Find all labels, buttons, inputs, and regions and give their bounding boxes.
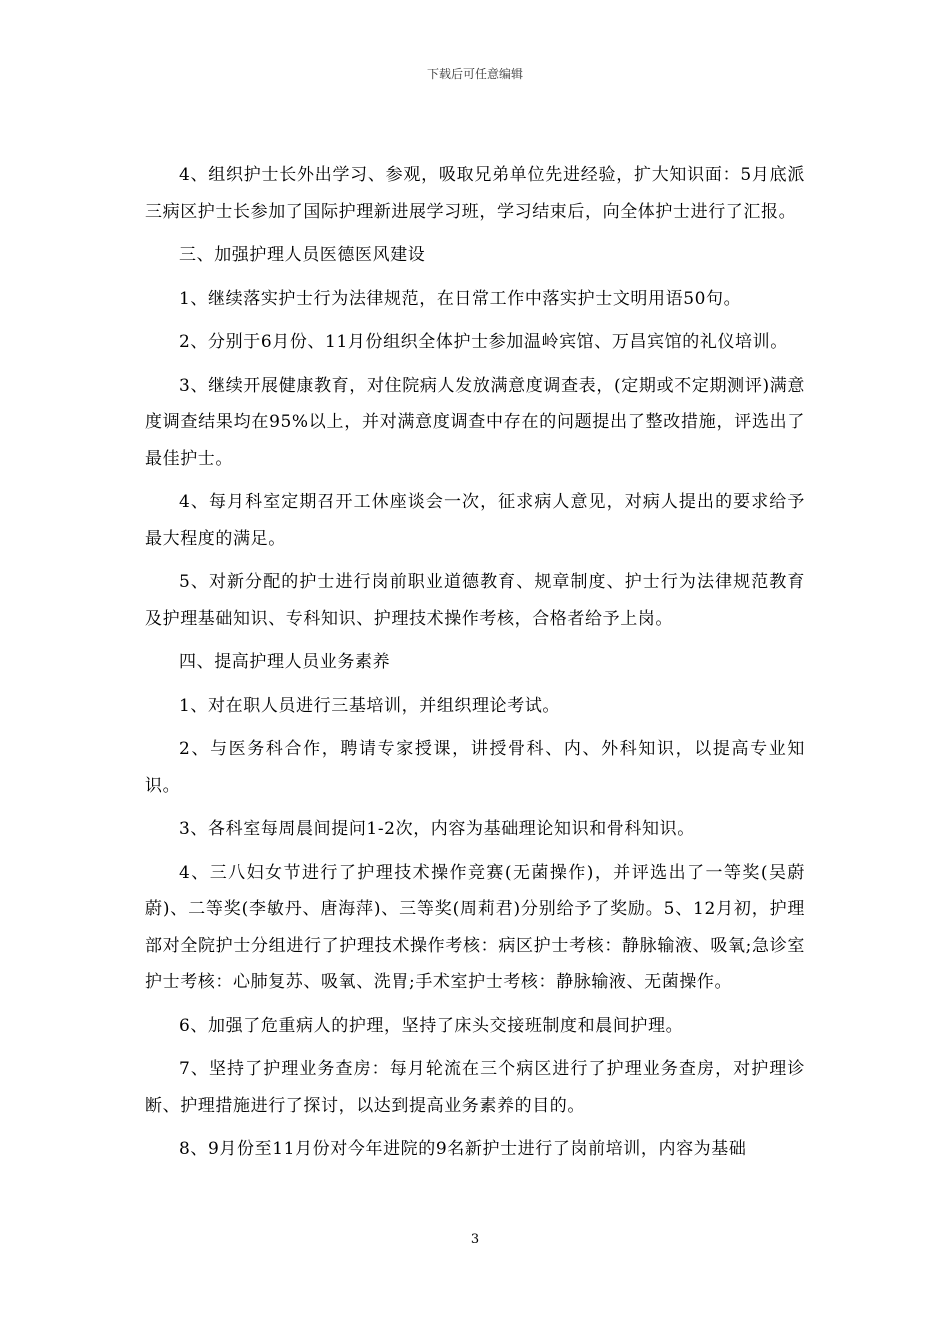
paragraph-ethics-2: 2、分别于6月份、11月份组织全体护士参加温岭宾馆、万昌宾馆的礼仪培训。 xyxy=(179,332,788,352)
paragraph-ethics-1: 1、继续落实护士行为法律规范，在日常工作中落实护士文明用语50句。 xyxy=(179,288,742,309)
paragraph-skills-8: 8、9月份至11月份对今年进院的9名新护士进行了岗前培训，内容为基础 xyxy=(179,1139,747,1159)
paragraph-ethics-4: 4、每月科室定期召开工休座谈会一次，征求病人意见，对病人提出的要求给予最大程度的满足。 xyxy=(145,492,805,549)
paragraph-ethics-3: 3、继续开展健康教育，对住院病人发放满意度调查表，(定期或不定期测评)满意度调查结果均在95%以上，并对满意度调查中存在的问题提出了整改措施，评选出了最佳护士。 xyxy=(145,375,805,469)
page-header: 下载后可任意编辑 xyxy=(426,67,523,81)
paragraph-organize-study: 4、组织护士长外出学习、参观，吸取兄弟单位先进经验，扩大知识面：5月底派三病区护士长参加了国际护理新进展学习班，学习结束后，向全体护士进行了汇报。 xyxy=(145,165,805,222)
paragraph-skills-3: 3、各科室每周晨间提问1-2次，内容为基础理论知识和骨科知识。 xyxy=(179,819,695,839)
page-number: 3 xyxy=(470,1232,480,1247)
section-heading-ethics: 三、加强护理人员医德医风建设 xyxy=(179,245,426,265)
paragraph-skills-7: 7、坚持了护理业务查房：每月轮流在三个病区进行了护理业务查房，对护理诊断、护理措施进行了探讨，以达到提高业务素养的目的。 xyxy=(145,1059,805,1116)
paragraph-skills-2: 2、与医务科合作，聘请专家授课，讲授骨科、内、外科知识，以提高专业知识。 xyxy=(145,739,805,796)
paragraph-skills-1: 1、对在职人员进行三基培训，并组织理论考试。 xyxy=(179,695,561,716)
document-body xyxy=(145,157,805,1175)
paragraph-skills-4-5: 4、三八妇女节进行了护理技术操作竞赛(无菌操作)，并评选出了一等奖(吴蔚蔚)、二等奖(李敏丹、唐海萍)、三等奖(周莉君)分别给予了奖励。5、12月初，护理部对全院护士分组进行了护理技术操作考核：病区护士考核：静脉输液、吸氧;急诊室护士考核：心肺复苏、吸氧、洗胃;手术室护士考核：静脉输液、无菌操作。 xyxy=(145,862,805,992)
paragraph-skills-6: 6、加强了危重病人的护理，坚持了床头交接班制度和晨间护理。 xyxy=(179,1015,684,1036)
paragraph-ethics-5: 5、对新分配的护士进行岗前职业道德教育、规章制度、护士行为法律规范教育及护理基础知识、专科知识、护理技术操作考核，合格者给予上岗。 xyxy=(145,572,805,629)
section-heading-skills: 四、提高护理人员业务素养 xyxy=(179,652,391,672)
